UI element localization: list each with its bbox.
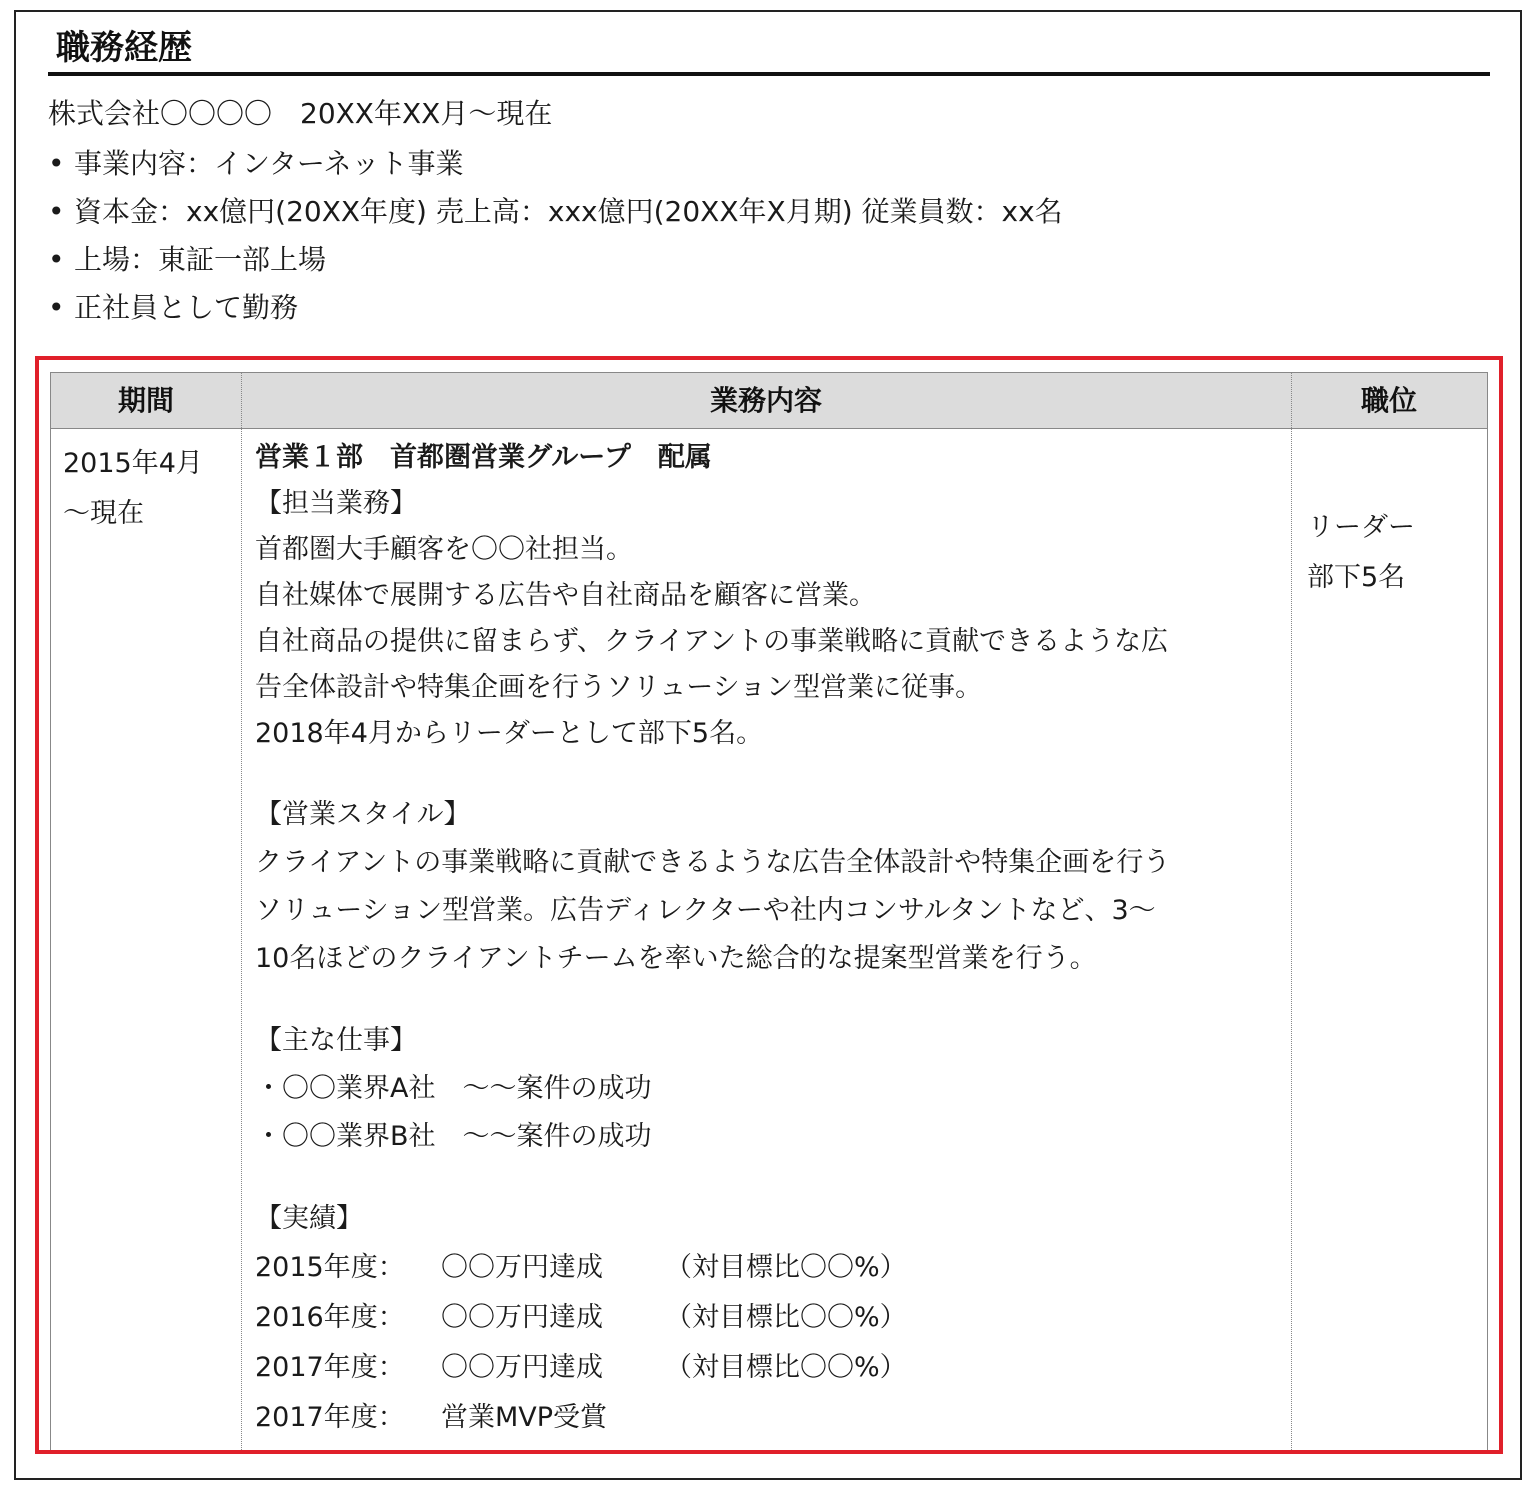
header-position: 職位 <box>1360 384 1417 417</box>
highlight-box <box>35 356 1503 1454</box>
duty-line: 首都圏大手顧客を〇〇社担当。 <box>255 534 633 565</box>
result-amount: 〇〇万円達成 <box>441 1252 603 1283</box>
duty-line: 告全体設計や特集企画を行うソリューション型営業に従事。 <box>255 672 983 703</box>
result-year: 2015年度： <box>255 1252 405 1283</box>
style-line: ソリューション型営業。広告ディレクターや社内コンサルタントなど、3〜 <box>255 895 1156 926</box>
company-info-list <box>48 140 1063 332</box>
company-info-item: • 事業内容：インターネット事業 <box>48 147 464 180</box>
works-label: 【主な仕事】 <box>255 1025 417 1056</box>
result-ratio: （対目標比〇〇%） <box>665 1252 907 1283</box>
duties-label: 【担当業務】 <box>255 488 417 519</box>
header-content: 業務内容 <box>709 384 822 417</box>
result-amount: 〇〇万円達成 <box>441 1302 603 1333</box>
work-item: ・〇〇業界A社 〜〜案件の成功 <box>255 1073 652 1104</box>
result-ratio: （対目標比〇〇%） <box>665 1352 907 1383</box>
title-underline <box>48 72 1490 76</box>
company-info-item: • 上場：東証一部上場 <box>48 243 327 276</box>
result-year: 2016年度： <box>255 1302 405 1333</box>
company-info-item: • 資本金：xx億円(20XX年度) 売上高：xxx億円(20XX年X月期) 従業員数：xx名 <box>48 195 1063 228</box>
duty-line: 2018年4月からリーダーとして部下5名。 <box>255 718 764 749</box>
results-label: 【実績】 <box>255 1203 363 1234</box>
style-label: 【営業スタイル】 <box>255 799 471 830</box>
duty-line: 自社商品の提供に留まらず、クライアントの事業戦略に貢献できるような広 <box>255 626 1169 657</box>
result-year: 2017年度： <box>255 1352 405 1383</box>
company-name-period: 株式会社〇〇〇〇 20XX年XX月〜現在 <box>48 97 553 130</box>
position-title: リーダー <box>1307 512 1415 543</box>
position-reports: 部下5名 <box>1307 562 1406 593</box>
style-line: 10名ほどのクライアントチームを率いた総合的な提案型営業を行う。 <box>255 943 1097 974</box>
result-ratio: （対目標比〇〇%） <box>665 1302 907 1333</box>
assignment-heading: 営業１部 首都圏営業グループ 配属 <box>255 442 712 473</box>
work-item: ・〇〇業界B社 〜〜案件の成功 <box>255 1121 652 1152</box>
result-year: 2017年度： <box>255 1402 405 1433</box>
style-line: クライアントの事業戦略に貢献できるような広告全体設計や特集企画を行う <box>255 847 1171 878</box>
period-start: 2015年4月 <box>63 448 203 479</box>
duty-line: 自社媒体で展開する広告や自社商品を顧客に営業。 <box>255 580 876 611</box>
result-amount: 営業MVP受賞 <box>441 1402 608 1433</box>
section-title: 職務経歴 <box>56 28 192 68</box>
result-amount: 〇〇万円達成 <box>441 1352 603 1383</box>
period-end: 〜現在 <box>63 498 144 529</box>
header-period: 期間 <box>117 384 174 417</box>
company-info-item: • 正社員として勤務 <box>48 291 299 324</box>
